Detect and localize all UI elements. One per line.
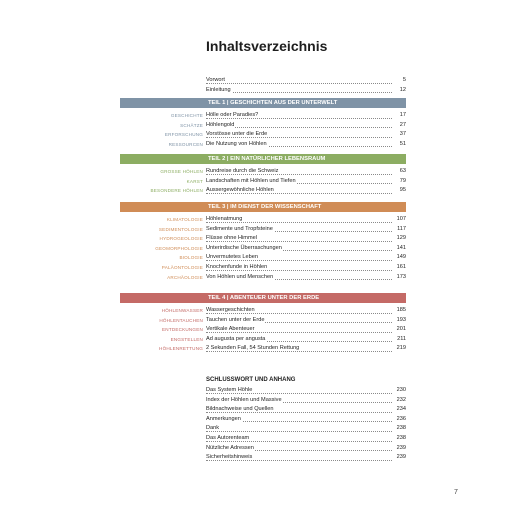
- toc-entry: [161, 306, 406, 316]
- toc-category: GESCHICHTE: [170, 113, 203, 118]
- toc-entry-label: Dank: [206, 425, 220, 432]
- toc-entry-label: Vertikale Abenteuer: [206, 326, 255, 333]
- toc-entry-text: [206, 386, 392, 396]
- toc-entry-text: [206, 415, 392, 425]
- toc-category: SCHÄTZE: [180, 122, 203, 128]
- toc-entry-label: Bildnachweise und Quellen: [206, 406, 274, 413]
- toc-entry-label: Von Höhlen und Menschen: [206, 273, 274, 280]
- toc-entry: [179, 253, 406, 263]
- toc-category: HÖHLENWASSER: [161, 308, 203, 313]
- toc-entry-text: [206, 225, 392, 235]
- toc-entry-label: Landschaften mit Höhlen und Tiefen: [206, 177, 296, 184]
- toc-category: GROSSE HÖHLEN: [160, 169, 203, 174]
- toc-entry-label: Einleitung: [206, 86, 231, 93]
- toc-entry: [162, 325, 406, 335]
- toc-entry-text: [206, 234, 392, 244]
- toc-page-number: 193: [396, 316, 406, 323]
- toc-entry-label: Vorstösse unter die Erde: [206, 131, 268, 138]
- toc-entry-text: [206, 405, 392, 415]
- toc-entry: [180, 121, 406, 131]
- toc-entry-label: 2 Sekunden Fall, 54 Stunden Rettung: [206, 345, 300, 352]
- toc-page-number: 211: [397, 335, 406, 342]
- page-number: 7: [454, 489, 458, 496]
- toc-entry-label: Die Nutzung von Höhlen: [206, 140, 267, 147]
- toc-category: ENGSTELLEN: [170, 336, 203, 342]
- closing-list: [206, 386, 406, 463]
- toc-category: SEDIMENTOLOGIE: [158, 226, 203, 232]
- toc-page-number: 238: [396, 434, 406, 441]
- toc-page-number: 238: [396, 425, 406, 432]
- toc-category: BIOLOGIE: [179, 255, 203, 261]
- toc-entry-label: Höhlenatmung: [206, 216, 243, 222]
- toc-entry-label: Nützliche Adressen: [206, 444, 254, 451]
- toc-entry-text: [206, 167, 392, 177]
- toc-entry-label: Vorwort: [206, 77, 225, 83]
- toc-category: RESSOURCEN: [168, 141, 203, 147]
- closing-heading: SCHLUSSWORT UND ANHANG: [206, 377, 296, 383]
- toc-entry-label: Unvermutetes Leben: [206, 254, 258, 261]
- toc-entry-text: [206, 177, 392, 187]
- part-band: TEIL 4 | ABENTEUER UNTER DER ERDE: [120, 293, 406, 303]
- toc-entry-label: Sicherheitshinweis: [206, 454, 253, 461]
- toc-page-number: 37: [399, 131, 406, 138]
- toc-entry: [164, 130, 406, 140]
- toc-entry-text: [206, 253, 392, 263]
- toc-entry-label: Höhlengold: [206, 121, 235, 128]
- toc-entry: [155, 244, 406, 254]
- toc-page-number: 234: [396, 406, 406, 413]
- toc-entry-label: Wassergeschichten: [206, 307, 255, 313]
- toc-page-number: 185: [396, 307, 406, 313]
- toc-page-number: 149: [396, 254, 406, 261]
- toc-category: BESONDERE HÖHLEN: [150, 188, 203, 194]
- toc-entry: [186, 177, 406, 187]
- toc-entry: [159, 344, 406, 354]
- part-entry-list: [164, 111, 406, 149]
- page-title: Inhaltsverzeichnis: [206, 38, 328, 54]
- toc-page-number: 79: [399, 177, 406, 184]
- toc-entry: [206, 86, 406, 96]
- toc-entry-text: [206, 111, 392, 121]
- toc-entry-text: [206, 306, 392, 316]
- toc-entry-label: Ad augusta per angusta: [206, 335, 266, 342]
- toc-entry: [206, 76, 406, 86]
- toc-entry: [206, 453, 406, 463]
- toc-entry-text: [206, 444, 392, 454]
- toc-entry: [206, 405, 406, 415]
- part-band: TEIL 1 | GESCHICHTEN AUS DER UNTERWELT: [120, 98, 406, 108]
- toc-entry-text: [206, 186, 392, 196]
- toc-category: KARST: [186, 178, 203, 184]
- toc-entry: [170, 111, 406, 121]
- toc-category: HYDROGEOLOGIE: [159, 236, 203, 242]
- toc-page-number: 239: [396, 444, 406, 451]
- toc-page-number: 51: [399, 140, 406, 147]
- toc-entry: [206, 444, 406, 454]
- toc-category: ERFORSCHUNG: [164, 132, 203, 138]
- toc-entry-label: Flüsse ohne Himmel: [206, 235, 257, 242]
- toc-entry-text: [206, 316, 392, 326]
- toc-category: ARCHÄOLOGIE: [167, 274, 203, 280]
- toc-category: HÖHLENRETTUNG: [159, 346, 203, 352]
- toc-category: GEOMORPHOLOGIE: [155, 245, 203, 251]
- toc-page-number: 27: [399, 121, 406, 128]
- toc-entry-label: Tauchen unter der Erde: [206, 316, 265, 323]
- toc-entry-label: Rundreise durch die Schweiz: [206, 168, 279, 174]
- toc-entry-text: [206, 121, 392, 131]
- toc-entry: [150, 186, 406, 196]
- toc-entry: [206, 386, 406, 396]
- toc-page-number: 173: [396, 273, 406, 280]
- toc-page-number: 239: [396, 454, 406, 461]
- part-entry-list: [155, 215, 406, 282]
- toc-page-number: 117: [397, 225, 406, 232]
- toc-entry-label: Das Autorenteam: [206, 434, 250, 441]
- toc-entry-text: [206, 344, 392, 354]
- toc-entry-text: [206, 396, 392, 406]
- toc-entry: [170, 335, 406, 345]
- toc-entry-text: [206, 335, 392, 345]
- toc-entry: [167, 273, 406, 283]
- toc-page-number: 236: [396, 415, 406, 422]
- toc-entry: [160, 167, 406, 177]
- toc-entry-label: Aussergewöhnliche Höhlen: [206, 187, 274, 194]
- toc-page-number: 161: [396, 263, 406, 270]
- part-band: TEIL 2 | EIN NATÜRLICHER LEBENSRAUM: [120, 154, 406, 164]
- toc-entry-text: [206, 434, 392, 444]
- toc-page-number: 230: [396, 387, 406, 393]
- part-band: TEIL 3 | IM DIENST DER WISSENSCHAFT: [120, 202, 406, 212]
- toc-entry: [206, 396, 406, 406]
- toc-entry-label: Das System Höhle: [206, 387, 253, 393]
- toc-entry-text: [206, 424, 392, 434]
- front-matter-list: [206, 76, 406, 95]
- toc-entry-text: [206, 325, 392, 335]
- toc-entry: [206, 415, 406, 425]
- toc-entry: [159, 316, 406, 326]
- toc-entry-text: [206, 215, 392, 225]
- toc-entry-text: [206, 140, 392, 150]
- toc-category: PALÄONTOLOGIE: [161, 264, 203, 270]
- toc-entry-text: [206, 273, 392, 283]
- toc-entry-text: [206, 453, 392, 463]
- toc-entry: [206, 424, 406, 434]
- toc-page-number: 17: [399, 112, 406, 118]
- toc-category: HÖHLENTAUCHEN: [159, 317, 203, 323]
- toc-entry: [206, 434, 406, 444]
- toc-page-number: 219: [396, 345, 406, 352]
- toc-entry-text: [206, 244, 392, 254]
- toc-page-number: 129: [396, 235, 406, 242]
- toc-category: ENTDECKUNGEN: [162, 327, 203, 333]
- toc-entry-text: [206, 263, 392, 273]
- toc-entry-text: [206, 86, 392, 96]
- toc-page-number: 232: [396, 396, 406, 403]
- toc-entry: [158, 225, 406, 235]
- toc-page-number: 12: [399, 86, 406, 93]
- toc-entry-label: Hölle oder Paradies?: [206, 112, 259, 118]
- toc-page-number: 5: [402, 77, 406, 83]
- toc-entry: [168, 140, 406, 150]
- toc-entry-label: Anmerkungen: [206, 415, 241, 422]
- toc-entry-label: Sedimente und Tropfsteine: [206, 225, 273, 232]
- toc-page-number: 141: [396, 244, 406, 251]
- part-entry-list: [150, 167, 406, 196]
- toc-page-number: 107: [396, 216, 406, 222]
- toc-entry-text: [206, 130, 392, 140]
- toc-entry-label: Unterirdische Überraschungen: [206, 244, 282, 251]
- toc-page-number: 95: [399, 187, 406, 194]
- toc-page-number: 63: [399, 168, 406, 174]
- toc-page-number: 201: [396, 326, 406, 333]
- toc-entry-label: Knochenfunde in Höhlen: [206, 263, 268, 270]
- toc-entry-text: [206, 76, 392, 86]
- part-entry-list: [159, 306, 406, 354]
- toc-entry-label: Index der Höhlen und Massive: [206, 396, 282, 403]
- toc-entry: [159, 234, 406, 244]
- toc-entry: [161, 263, 406, 273]
- toc-category: KLIMATOLOGIE: [166, 217, 203, 222]
- toc-entry: [166, 215, 406, 225]
